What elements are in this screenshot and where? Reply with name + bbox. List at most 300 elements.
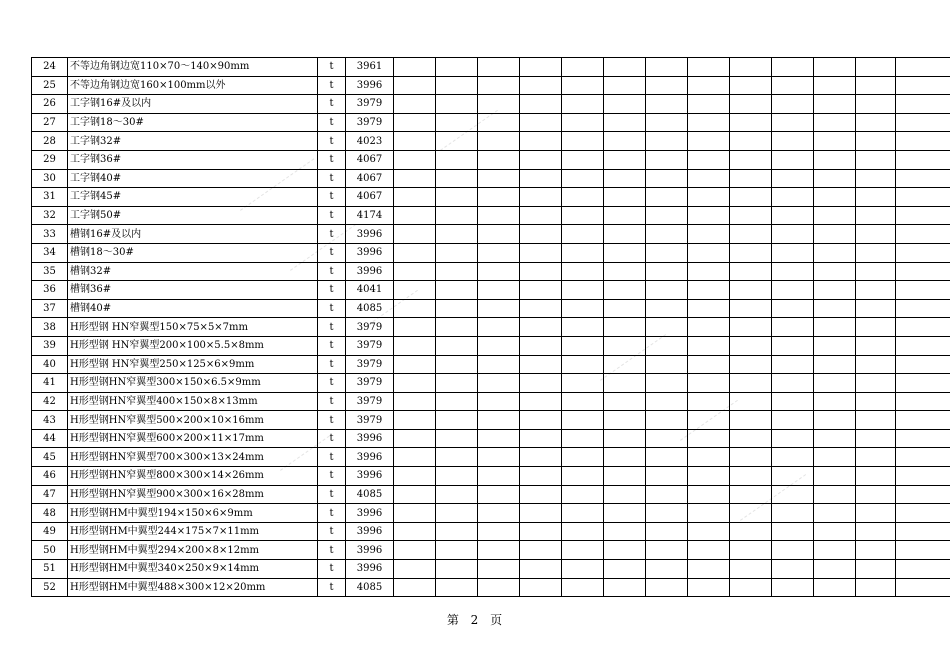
empty-cell <box>730 522 772 541</box>
empty-cell <box>478 169 520 188</box>
unit-cell: t <box>318 560 346 579</box>
empty-cell <box>730 188 772 207</box>
empty-cell <box>772 243 814 262</box>
empty-cell <box>604 429 646 448</box>
empty-cell <box>436 206 478 225</box>
row-number-cell: 34 <box>32 243 68 262</box>
material-name-cell: 不等边角钢边宽110×70～140×90mm <box>68 58 318 77</box>
row-number-cell: 32 <box>32 206 68 225</box>
empty-cell <box>856 578 896 597</box>
empty-cell <box>896 262 950 281</box>
empty-cell <box>772 262 814 281</box>
empty-cell <box>856 262 896 281</box>
material-name-cell: H形型钢HN窄翼型300×150×6.5×9mm <box>68 374 318 393</box>
empty-cell <box>604 392 646 411</box>
empty-cell <box>896 560 950 579</box>
empty-cell <box>436 58 478 77</box>
empty-cell <box>562 225 604 244</box>
empty-cell <box>478 448 520 467</box>
empty-cell <box>856 299 896 318</box>
empty-cell <box>646 95 688 114</box>
empty-cell <box>730 169 772 188</box>
empty-cell <box>604 336 646 355</box>
material-name-cell: H形型钢 HN窄翼型150×75×5×7mm <box>68 318 318 337</box>
material-name-cell: 槽钢36# <box>68 281 318 300</box>
empty-cell <box>730 467 772 486</box>
empty-cell <box>856 169 896 188</box>
empty-cell <box>562 262 604 281</box>
empty-cell <box>520 411 562 430</box>
empty-cell <box>604 95 646 114</box>
empty-cell <box>896 504 950 523</box>
table-row <box>32 578 950 597</box>
price-cell: 4085 <box>346 485 394 504</box>
empty-cell <box>772 560 814 579</box>
empty-cell <box>646 188 688 207</box>
empty-cell <box>856 504 896 523</box>
empty-cell <box>478 281 520 300</box>
material-name-cell: H形型钢HM中翼型294×200×8×12mm <box>68 541 318 560</box>
empty-cell <box>520 392 562 411</box>
empty-cell <box>814 281 856 300</box>
table-row <box>32 374 950 393</box>
empty-cell <box>478 467 520 486</box>
empty-cell <box>814 485 856 504</box>
empty-cell <box>436 113 478 132</box>
empty-cell <box>856 429 896 448</box>
empty-cell <box>896 429 950 448</box>
empty-cell <box>688 560 730 579</box>
row-number-cell: 42 <box>32 392 68 411</box>
empty-cell <box>772 578 814 597</box>
table-row <box>32 188 950 207</box>
empty-cell <box>436 243 478 262</box>
empty-cell <box>772 281 814 300</box>
empty-cell <box>394 225 436 244</box>
empty-cell <box>394 318 436 337</box>
empty-cell <box>604 169 646 188</box>
empty-cell <box>394 448 436 467</box>
empty-cell <box>730 281 772 300</box>
empty-cell <box>646 504 688 523</box>
empty-cell <box>688 169 730 188</box>
empty-cell <box>478 132 520 151</box>
empty-cell <box>896 448 950 467</box>
material-name-cell: 不等边角钢边宽160×100mm以外 <box>68 76 318 95</box>
table-row <box>32 411 950 430</box>
empty-cell <box>562 76 604 95</box>
empty-cell <box>436 541 478 560</box>
empty-cell <box>730 485 772 504</box>
unit-cell: t <box>318 429 346 448</box>
empty-cell <box>688 467 730 486</box>
empty-cell <box>772 76 814 95</box>
page-footer <box>0 611 950 628</box>
empty-cell <box>814 504 856 523</box>
empty-cell <box>562 299 604 318</box>
empty-cell <box>730 578 772 597</box>
unit-cell: t <box>318 95 346 114</box>
table-row <box>32 262 950 281</box>
price-table <box>31 57 950 597</box>
empty-cell <box>646 578 688 597</box>
row-number-cell: 25 <box>32 76 68 95</box>
empty-cell <box>562 132 604 151</box>
material-name-cell: 槽钢16#及以内 <box>68 225 318 244</box>
empty-cell <box>520 374 562 393</box>
empty-cell <box>772 374 814 393</box>
empty-cell <box>814 467 856 486</box>
empty-cell <box>896 411 950 430</box>
empty-cell <box>814 429 856 448</box>
empty-cell <box>730 429 772 448</box>
table-row <box>32 299 950 318</box>
empty-cell <box>478 578 520 597</box>
table-row <box>32 448 950 467</box>
empty-cell <box>730 243 772 262</box>
empty-cell <box>646 374 688 393</box>
empty-cell <box>646 206 688 225</box>
row-number-cell: 50 <box>32 541 68 560</box>
empty-cell <box>394 374 436 393</box>
empty-cell <box>478 76 520 95</box>
unit-cell: t <box>318 188 346 207</box>
empty-cell <box>856 560 896 579</box>
empty-cell <box>562 541 604 560</box>
empty-cell <box>896 243 950 262</box>
row-number-cell: 39 <box>32 336 68 355</box>
empty-cell <box>436 411 478 430</box>
empty-cell <box>730 336 772 355</box>
empty-cell <box>394 560 436 579</box>
material-name-cell: 工字钢18～30# <box>68 113 318 132</box>
material-name-cell: 槽钢18～30# <box>68 243 318 262</box>
empty-cell <box>394 150 436 169</box>
empty-cell <box>604 467 646 486</box>
empty-cell <box>646 225 688 244</box>
empty-cell <box>562 113 604 132</box>
table-row <box>32 58 950 77</box>
empty-cell <box>646 318 688 337</box>
table-row <box>32 132 950 151</box>
empty-cell <box>688 188 730 207</box>
empty-cell <box>478 429 520 448</box>
empty-cell <box>436 485 478 504</box>
empty-cell <box>896 467 950 486</box>
empty-cell <box>772 467 814 486</box>
page-label-prefix: 第 <box>446 613 460 627</box>
empty-cell <box>394 58 436 77</box>
empty-cell <box>688 318 730 337</box>
empty-cell <box>856 95 896 114</box>
row-number-cell: 33 <box>32 225 68 244</box>
empty-cell <box>436 448 478 467</box>
empty-cell <box>896 188 950 207</box>
empty-cell <box>772 225 814 244</box>
table-row <box>32 243 950 262</box>
material-name-cell: H形型钢HM中翼型488×300×12×20mm <box>68 578 318 597</box>
empty-cell <box>604 374 646 393</box>
unit-cell: t <box>318 113 346 132</box>
empty-cell <box>478 560 520 579</box>
empty-cell <box>730 392 772 411</box>
material-name-cell: H形型钢HN窄翼型900×300×16×28mm <box>68 485 318 504</box>
material-name-cell: 槽钢40# <box>68 299 318 318</box>
table-row <box>32 355 950 374</box>
empty-cell <box>896 299 950 318</box>
material-name-cell: H形型钢 HN窄翼型200×100×5.5×8mm <box>68 336 318 355</box>
material-name-cell: H形型钢HN窄翼型500×200×10×16mm <box>68 411 318 430</box>
empty-cell <box>520 355 562 374</box>
empty-cell <box>814 206 856 225</box>
empty-cell <box>436 132 478 151</box>
material-name-cell: 工字钢16#及以内 <box>68 95 318 114</box>
material-name-cell: 工字钢36# <box>68 150 318 169</box>
empty-cell <box>896 225 950 244</box>
empty-cell <box>646 299 688 318</box>
empty-cell <box>814 578 856 597</box>
empty-cell <box>772 318 814 337</box>
row-number-cell: 52 <box>32 578 68 597</box>
empty-cell <box>896 485 950 504</box>
table-body <box>32 58 950 597</box>
empty-cell <box>562 95 604 114</box>
empty-cell <box>604 76 646 95</box>
row-number-cell: 45 <box>32 448 68 467</box>
empty-cell <box>896 336 950 355</box>
unit-cell: t <box>318 336 346 355</box>
empty-cell <box>520 95 562 114</box>
price-cell: 3979 <box>346 336 394 355</box>
empty-cell <box>772 169 814 188</box>
empty-cell <box>814 188 856 207</box>
empty-cell <box>520 485 562 504</box>
empty-cell <box>772 299 814 318</box>
empty-cell <box>604 448 646 467</box>
empty-cell <box>646 448 688 467</box>
price-cell: 4067 <box>346 188 394 207</box>
empty-cell <box>436 467 478 486</box>
empty-cell <box>856 336 896 355</box>
empty-cell <box>604 299 646 318</box>
empty-cell <box>604 243 646 262</box>
empty-cell <box>520 113 562 132</box>
price-cell: 3996 <box>346 243 394 262</box>
empty-cell <box>478 336 520 355</box>
empty-cell <box>856 485 896 504</box>
empty-cell <box>688 95 730 114</box>
empty-cell <box>520 150 562 169</box>
empty-cell <box>772 485 814 504</box>
empty-cell <box>814 113 856 132</box>
empty-cell <box>772 150 814 169</box>
empty-cell <box>394 578 436 597</box>
empty-cell <box>394 299 436 318</box>
empty-cell <box>562 522 604 541</box>
empty-cell <box>772 355 814 374</box>
empty-cell <box>394 76 436 95</box>
empty-cell <box>730 318 772 337</box>
material-name-cell: 工字钢50# <box>68 206 318 225</box>
empty-cell <box>394 522 436 541</box>
empty-cell <box>772 132 814 151</box>
empty-cell <box>730 150 772 169</box>
unit-cell: t <box>318 374 346 393</box>
empty-cell <box>436 169 478 188</box>
material-name-cell: 工字钢45# <box>68 188 318 207</box>
empty-cell <box>688 485 730 504</box>
empty-cell <box>730 299 772 318</box>
price-cell: 4041 <box>346 281 394 300</box>
empty-cell <box>520 169 562 188</box>
empty-cell <box>646 560 688 579</box>
empty-cell <box>646 113 688 132</box>
row-number-cell: 40 <box>32 355 68 374</box>
empty-cell <box>688 448 730 467</box>
empty-cell <box>604 150 646 169</box>
empty-cell <box>436 262 478 281</box>
empty-cell <box>856 448 896 467</box>
empty-cell <box>688 58 730 77</box>
empty-cell <box>478 188 520 207</box>
empty-cell <box>688 578 730 597</box>
material-name-cell: H形型钢HN窄翼型600×200×11×17mm <box>68 429 318 448</box>
empty-cell <box>688 76 730 95</box>
empty-cell <box>730 95 772 114</box>
empty-cell <box>646 169 688 188</box>
empty-cell <box>478 355 520 374</box>
unit-cell: t <box>318 355 346 374</box>
empty-cell <box>520 262 562 281</box>
empty-cell <box>856 281 896 300</box>
empty-cell <box>646 429 688 448</box>
empty-cell <box>520 76 562 95</box>
empty-cell <box>604 318 646 337</box>
empty-cell <box>896 206 950 225</box>
table-row <box>32 95 950 114</box>
empty-cell <box>478 299 520 318</box>
price-cell: 3979 <box>346 411 394 430</box>
row-number-cell: 38 <box>32 318 68 337</box>
material-name-cell: 工字钢32# <box>68 132 318 151</box>
table-row <box>32 225 950 244</box>
empty-cell <box>688 113 730 132</box>
empty-cell <box>814 560 856 579</box>
empty-cell <box>730 132 772 151</box>
empty-cell <box>646 522 688 541</box>
empty-cell <box>394 281 436 300</box>
empty-cell <box>646 392 688 411</box>
empty-cell <box>436 76 478 95</box>
empty-cell <box>814 150 856 169</box>
material-name-cell: H形型钢HN窄翼型700×300×13×24mm <box>68 448 318 467</box>
empty-cell <box>520 522 562 541</box>
table-row <box>32 504 950 523</box>
empty-cell <box>478 262 520 281</box>
empty-cell <box>856 188 896 207</box>
empty-cell <box>562 169 604 188</box>
price-cell: 3996 <box>346 541 394 560</box>
empty-cell <box>562 504 604 523</box>
table-row <box>32 206 950 225</box>
material-name-cell: 槽钢32# <box>68 262 318 281</box>
empty-cell <box>520 336 562 355</box>
unit-cell: t <box>318 467 346 486</box>
empty-cell <box>478 374 520 393</box>
empty-cell <box>896 374 950 393</box>
empty-cell <box>896 150 950 169</box>
empty-cell <box>394 504 436 523</box>
empty-cell <box>394 132 436 151</box>
empty-cell <box>394 485 436 504</box>
empty-cell <box>394 243 436 262</box>
price-cell: 4067 <box>346 150 394 169</box>
empty-cell <box>604 225 646 244</box>
empty-cell <box>730 411 772 430</box>
empty-cell <box>730 76 772 95</box>
row-number-cell: 30 <box>32 169 68 188</box>
empty-cell <box>814 392 856 411</box>
empty-cell <box>896 578 950 597</box>
empty-cell <box>604 355 646 374</box>
empty-cell <box>478 150 520 169</box>
empty-cell <box>688 429 730 448</box>
empty-cell <box>814 541 856 560</box>
empty-cell <box>772 429 814 448</box>
empty-cell <box>478 95 520 114</box>
empty-cell <box>772 448 814 467</box>
empty-cell <box>520 318 562 337</box>
empty-cell <box>436 281 478 300</box>
empty-cell <box>520 206 562 225</box>
table-row <box>32 392 950 411</box>
unit-cell: t <box>318 225 346 244</box>
unit-cell: t <box>318 58 346 77</box>
empty-cell <box>896 58 950 77</box>
empty-cell <box>856 318 896 337</box>
empty-cell <box>562 578 604 597</box>
empty-cell <box>478 225 520 244</box>
empty-cell <box>646 150 688 169</box>
empty-cell <box>562 355 604 374</box>
row-number-cell: 35 <box>32 262 68 281</box>
empty-cell <box>856 58 896 77</box>
empty-cell <box>394 355 436 374</box>
unit-cell: t <box>318 392 346 411</box>
empty-cell <box>478 504 520 523</box>
empty-cell <box>520 560 562 579</box>
material-name-cell: H形型钢HM中翼型340×250×9×14mm <box>68 560 318 579</box>
empty-cell <box>604 206 646 225</box>
unit-cell: t <box>318 281 346 300</box>
empty-cell <box>814 76 856 95</box>
unit-cell: t <box>318 150 346 169</box>
empty-cell <box>604 188 646 207</box>
price-cell: 4085 <box>346 578 394 597</box>
empty-cell <box>520 188 562 207</box>
empty-cell <box>896 541 950 560</box>
empty-cell <box>856 374 896 393</box>
price-cell: 3996 <box>346 262 394 281</box>
empty-cell <box>730 355 772 374</box>
empty-cell <box>520 541 562 560</box>
empty-cell <box>520 467 562 486</box>
empty-cell <box>646 541 688 560</box>
empty-cell <box>814 355 856 374</box>
empty-cell <box>814 448 856 467</box>
empty-cell <box>562 448 604 467</box>
empty-cell <box>772 392 814 411</box>
